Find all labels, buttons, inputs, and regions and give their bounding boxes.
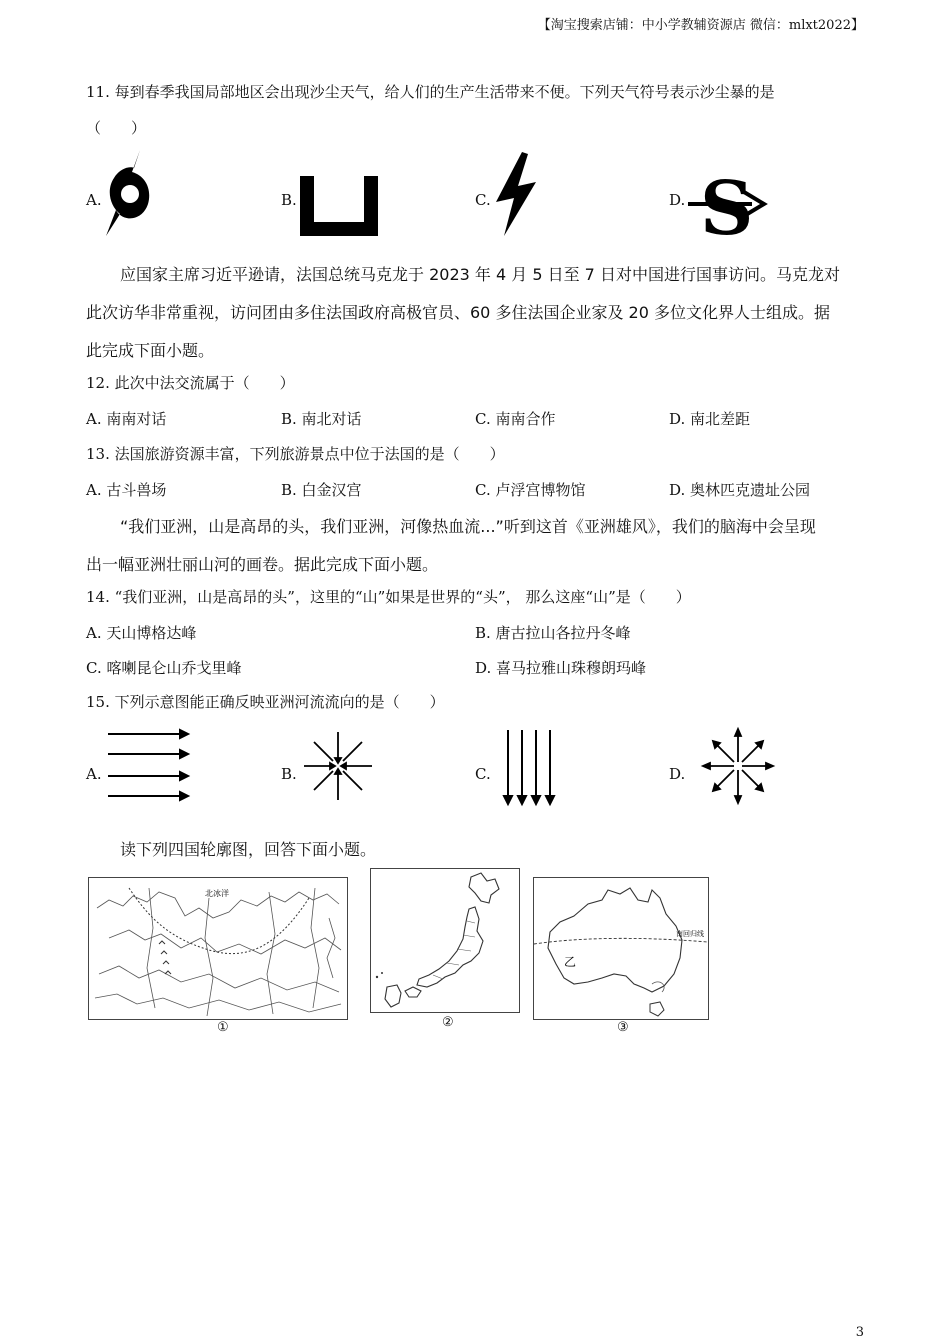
parallel-east-arrows-icon [108,728,190,802]
q15-option-d-label: D. [669,765,686,783]
q11-option-b-label: B. [281,191,297,209]
q11-stem: 11. 每到春季我国局部地区会出现沙尘天气，给人们的生产生活带来不便。下列天气符号表示沙尘暴的是 [86,83,775,101]
map1-arctic-label: 北冰洋 [205,889,229,898]
material1-line2: 此次访华非常重视，访问团由多住法国政府高极官员、60 多住法国企业家及 20 多位文化界人士组成。据 [86,303,830,322]
q11-option-d-label: D. [669,191,686,209]
radiating-arrows-icon [702,727,774,805]
q12-option-a[interactable]: A. 南南对话 [86,410,167,428]
material2-line2: 出一幅亚洲壮丽山河的画卷。据此完成下面小题。 [86,555,439,574]
map2-caption: ② [442,1015,454,1030]
map3-tropic-label: 南回归线 [676,930,704,938]
q12-stem: 12. 此次中法交流属于（ ） [86,374,295,392]
map1-caption: ① [217,1020,229,1035]
q15-option-b-label: B. [281,765,297,783]
q14-stem: 14. “我们亚洲，山是高昂的头”，这里的“山”如果是世界的“头”， 那么这座“山”是（ ） [86,588,691,606]
material2-line1: “我们亚洲，山是高昂的头，我们亚洲，河像热血流...”听到这首《亚洲雄风》，我们的脑海中会呈现 [120,517,816,536]
q15-option-c-label: C. [475,765,491,783]
q11-stem-paren: （ ） [86,119,147,137]
q14-option-a[interactable]: A. 天山博格达峰 [86,624,197,642]
converging-arrows-icon [302,730,374,802]
q12-option-d[interactable]: D. 南北差距 [669,410,751,428]
q13-option-a[interactable]: A. 古斗兽场 [86,481,167,499]
q14-option-b[interactable]: B. 唐古拉山各拉丹冬峰 [475,624,631,642]
thunderstorm-icon [494,152,538,236]
material1-line1: 应国家主席习近平逊请，法国总统马克龙于 2023 年 4 月 5 日至 7 日对中国进行国事访问。马克龙对 [120,265,840,284]
fog-icon [300,176,378,236]
page-header: 【淘宝搜索店铺：中小学教辅资源店 微信：mlxt2022】 [537,18,864,33]
map3-caption: ③ [617,1020,629,1035]
map-australia [533,877,709,1020]
q11-option-c-label: C. [475,191,491,209]
q13-option-b[interactable]: B. 白金汉宫 [281,481,362,499]
q14-option-c[interactable]: C. 喀喇昆仑山乔戈里峰 [86,659,242,677]
sandstorm-icon [688,166,768,252]
q15-option-a-label: A. [86,765,102,783]
q13-option-c[interactable]: C. 卢浮宫博物馆 [475,481,586,499]
q13-stem: 13. 法国旅游资源丰富，下列旅游景点中位于法国的是（ ） [86,445,505,463]
map-japan [370,868,520,1013]
page-number: 3 [855,1325,864,1340]
material1-line3: 此完成下面小题。 [86,341,215,360]
parallel-south-arrows-icon [500,730,558,806]
q12-option-c[interactable]: C. 南南合作 [475,410,556,428]
svg-text:S: S [700,166,754,252]
typhoon-icon [104,150,154,238]
q15-stem: 15. 下列示意图能正确反映亚洲河流流向的是（ ） [86,693,445,711]
q13-option-d[interactable]: D. 奥林匹克遗址公园 [669,481,811,499]
material3-line: 读下列四国轮廓图，回答下面小题。 [120,840,377,859]
map-russia [88,877,348,1020]
q14-option-d[interactable]: D. 喜马拉雅山珠穆朗玛峰 [475,659,647,677]
q11-option-a-label: A. [86,191,102,209]
map3-region-label: 乙 [564,955,577,969]
q12-option-b[interactable]: B. 南北对话 [281,410,362,428]
